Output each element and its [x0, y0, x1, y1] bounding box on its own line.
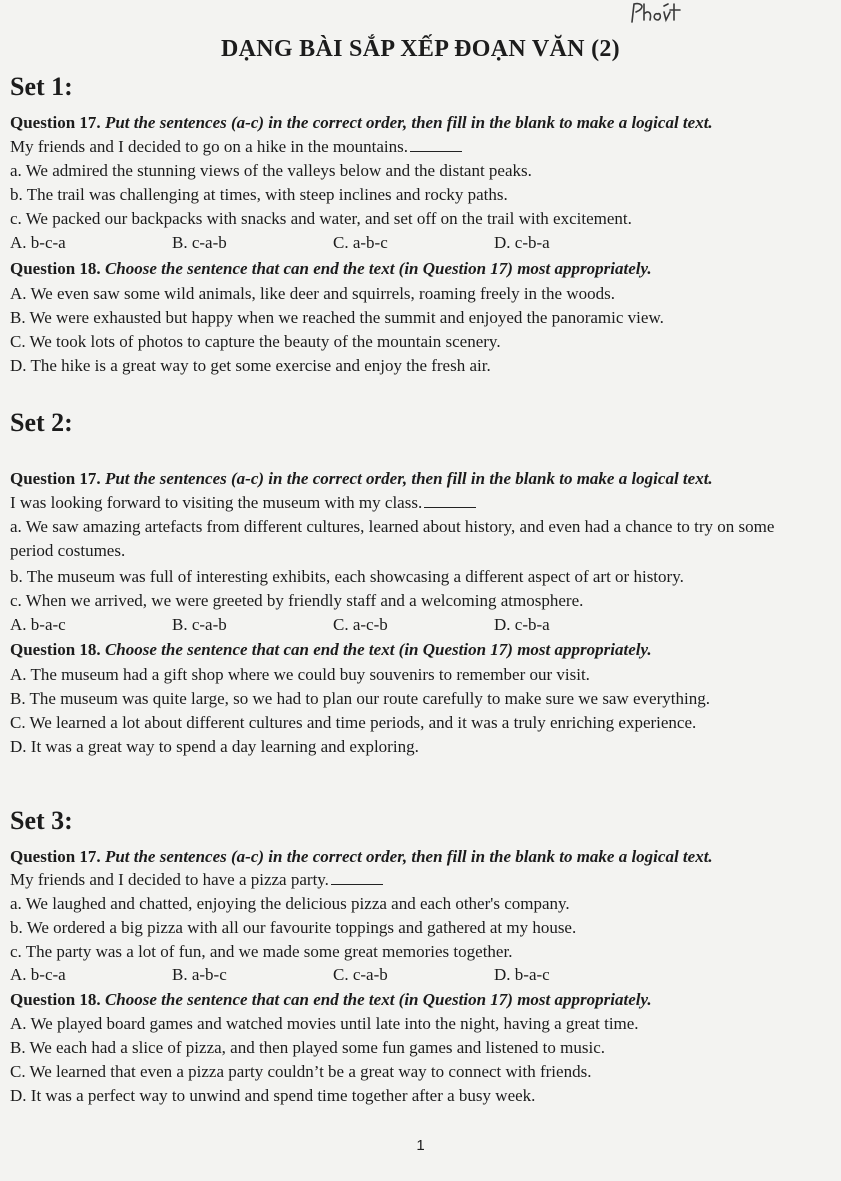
set-2-sentence-c: c. When we arrived, we were greeted by friendly staff and a welcoming atmosphere.	[10, 591, 584, 610]
set-1-q17-lead: My friends and I decided to go on a hike in the mountains.	[10, 136, 462, 158]
page-title: DẠNG BÀI SẮP XẾP ĐOẠN VĂN (2)	[221, 36, 620, 62]
set-2-q17-choice-c: C. a-c-b	[333, 615, 388, 634]
set-3-q18-option-a: A. We played board games and watched movies until late into the night, having a great time.	[10, 1014, 639, 1033]
set-2-q17-heading: Question 17. Put the sentences (a-c) in the correct order, then fill in the blank to make a logical text.	[10, 469, 713, 488]
set-3-q17-choice-d: D. b-a-c	[494, 965, 550, 984]
set-3-q17-heading: Question 17. Put the sentences (a-c) in the correct order, then fill in the blank to make a logical text.	[10, 847, 713, 866]
answer-blank	[410, 137, 462, 152]
set-1-q17-choice-d: D. c-b-a	[494, 233, 550, 252]
set-3-title: Set 3:	[10, 806, 73, 835]
answer-blank	[331, 870, 383, 885]
set-1-q17-choice-c: C. a-b-c	[333, 233, 388, 252]
set-2-q18-option-a: A. The museum had a gift shop where we could buy souvenirs to remember our visit.	[10, 665, 590, 684]
set-2-q18-option-d: D. It was a great way to spend a day learning and exploring.	[10, 737, 419, 756]
set-3-q17-choice-b: B. a-b-c	[172, 965, 227, 984]
set-3-sentence-a: a. We laughed and chatted, enjoying the delicious pizza and each other's company.	[10, 894, 570, 913]
answer-blank	[424, 493, 476, 508]
set-3-q17-lead: My friends and I decided to have a pizza party.	[10, 869, 383, 891]
set-2-q17-lead: I was looking forward to visiting the museum with my class.	[10, 492, 476, 514]
set-2-q17-choice-d: D. c-b-a	[494, 615, 550, 634]
set-3-q17-choice-c: C. c-a-b	[333, 965, 388, 984]
set-1-sentence-b: b. The trail was challenging at times, with steep inclines and rocky paths.	[10, 185, 508, 204]
page-number: 1	[416, 1137, 425, 1154]
set-2-sentence-a: a. We saw amazing artefacts from different cultures, learned about history, and even had a chance to try on some	[10, 517, 775, 536]
set-2-q17-choice-b: B. c-a-b	[172, 615, 227, 634]
set-1-q17-choice-b: B. c-a-b	[172, 233, 227, 252]
set-2-q18-option-c: C. We learned a lot about different cultures and time periods, and it was a truly enriching experience.	[10, 713, 697, 732]
set-1-q18-option-a: A. We even saw some wild animals, like deer and squirrels, roaming freely in the woods.	[10, 284, 615, 303]
set-3-q17-choice-a: A. b-c-a	[10, 965, 66, 984]
set-1-q18-option-d: D. The hike is a great way to get some exercise and enjoy the fresh air.	[10, 356, 491, 375]
set-2-sentence-a-cont: period costumes.	[10, 541, 126, 560]
set-1-q18-option-c: C. We took lots of photos to capture the beauty of the mountain scenery.	[10, 332, 501, 351]
set-2-sentence-b: b. The museum was full of interesting exhibits, each showcasing a different aspect of art or history.	[10, 567, 684, 586]
set-1-sentence-c: c. We packed our backpacks with snacks and water, and set off on the trail with excitement.	[10, 209, 632, 228]
set-3-q18-option-b: B. We each had a slice of pizza, and then played some fun games and listened to music.	[10, 1038, 606, 1057]
set-1-q18-option-b: B. We were exhausted but happy when we reached the summit and enjoyed the panoramic view.	[10, 308, 664, 327]
set-1-q17-choice-a: A. b-c-a	[10, 233, 66, 252]
set-2-q18-heading: Question 18. Choose the sentence that can end the text (in Question 17) most appropriately.	[10, 640, 652, 659]
set-3-q18-heading: Question 18. Choose the sentence that can end the text (in Question 17) most appropriately.	[10, 990, 652, 1009]
set-3-q18-option-c: C. We learned that even a pizza party couldn’t be a great way to connect with friends.	[10, 1062, 592, 1081]
set-2-q18-option-b: B. The museum was quite large, so we had to plan our route carefully to make sure we saw everything.	[10, 689, 710, 708]
set-3-sentence-c: c. The party was a lot of fun, and we made some great memories together.	[10, 942, 513, 961]
set-1-title: Set 1:	[10, 72, 73, 101]
set-2-title: Set 2:	[10, 408, 73, 437]
set-1-sentence-a: a. We admired the stunning views of the valleys below and the distant peaks.	[10, 161, 532, 180]
set-1-q18-heading: Question 18. Choose the sentence that can end the text (in Question 17) most appropriately.	[10, 259, 652, 278]
set-3-q18-option-d: D. It was a perfect way to unwind and spend time together after a busy week.	[10, 1086, 536, 1105]
set-3-sentence-b: b. We ordered a big pizza with all our favourite toppings and gathered at my house.	[10, 918, 577, 937]
handwritten-signature	[628, 0, 698, 26]
set-1-q17-heading: Question 17. Put the sentences (a-c) in the correct order, then fill in the blank to make a logical text.	[10, 113, 713, 132]
set-2-q17-choice-a: A. b-a-c	[10, 615, 66, 634]
